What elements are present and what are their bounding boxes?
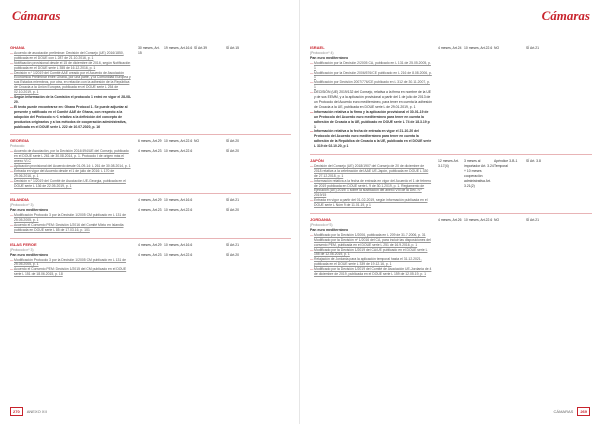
- reference-item: — Acuerdo el Convenio PEM: Decisión 1/2016 del Comité Mixto en Islandia publicada en DOUE serie L 85 de 17.03.16, p. 101: [10, 223, 132, 233]
- country-name: GHANA: [10, 45, 25, 50]
- protocol-label: Protocolo: [10, 144, 25, 149]
- agreement-details: [310, 46, 438, 149]
- reference-item: — Según información de la Comisión el protocolo 1 entró en vigor el 28-08-20.: [10, 95, 132, 105]
- validity-cell: 4 meses, Art.26: [438, 218, 462, 223]
- reference-item: — Modificación Protocolo 3 por la Decisión 1/2005 CM publicado en L 131 de 25.05.2005, p. 1: [10, 258, 132, 268]
- reference-item: — Modificación por Decisión 2007/776/CE publicado en L 312 de 30.11.2007, p. 1: [310, 80, 432, 90]
- proof-cell: 3 meses al importador Art. 3.24 + 10 meses cooperación administrativa Art. 3.21(2): [464, 159, 494, 188]
- validity-cell: 4 meses, Art.29 4 meses, Art.23: [138, 198, 162, 213]
- drawback-cell: SÍ Art.39: [194, 46, 208, 50]
- reference-item: — Acuerdo el Convenio PEM: Decisión 1/2015 del CM publicado en el DOUE serie L 151 de 18.06.2015, p. 18: [10, 267, 132, 277]
- divider: [10, 134, 291, 135]
- camaras-logo: Cámaras: [541, 8, 590, 23]
- reference-item: — Entrada en vigor del Acuerdo desde el 1 de julio de 2016: L 170 de 29.06.2016, p. 1: [10, 169, 132, 179]
- country-name: JAPÓN: [310, 158, 324, 164]
- protocol-label: (Protocolo nº3): [310, 223, 333, 227]
- agreement-row: [310, 159, 592, 208]
- tolerance-cell: SÍ Art.21: [526, 218, 540, 223]
- validity-cell: 6 meses, Art.29 4 meses, Art.23: [138, 139, 162, 154]
- divider: [310, 154, 592, 155]
- left-content: [10, 46, 291, 282]
- validity-cell: 4 meses, Art.24: [438, 46, 462, 50]
- reference-item: — Acuerdo de Asociación, por la Decisión 2014/494/UE del Consejo, publicado en el DOUE serie L 261 de 30.08.2014, p. 1. Protocolo I de origen más el anexo VI-C: [10, 149, 132, 164]
- left-footer: [10, 407, 47, 416]
- country-name: ISLANDIA: [10, 197, 29, 203]
- reference-item: — Entrada en vigor a partir del 01-02-2019, según información publicada en el DOUE serie L Núm 9 de 11.01.19, p 1: [310, 198, 432, 208]
- agreement-details: [10, 243, 138, 277]
- country-name: ISRAEL: [310, 45, 325, 50]
- reference-item: Pan euro mediterráneo: [10, 252, 49, 257]
- proof-cell: 10 meses, Art.22.6: [464, 218, 493, 223]
- agreement-row: [310, 46, 592, 149]
- reference-item: — Decisión n.º 1/2019 del Comité AAE creado por el Acuerdo de Asociación Económica Preliminar entre Ghana, por una parte, y la Comunidad Europea y sus Estados miembros, por otra, en relación con la adhesión de la República de Croacia a la Unión Europea, publicada en el DOUE serie L 254 de 02.10.2019, p. 1: [10, 71, 132, 96]
- tolerance-cell: SÍ Art.21 SÍ Art.20: [226, 242, 240, 257]
- proof-cell: 10 meses, Art.22.6: [464, 46, 493, 50]
- agreement-details: [310, 218, 438, 277]
- reference-item: Pan euro mediterráneo: [310, 227, 349, 232]
- protocol-label: (Protocolo nº 4): [310, 50, 334, 55]
- reference-item: — Notificación provisional desde el 15 de diciembre de 2016, según Notificación publicada en el DOUE serie L 355 de 16.12.2016, p. 1: [10, 61, 132, 71]
- drawback-cell: Apéndice 3-B-1 Temporal: [494, 159, 518, 168]
- footer-label: ANEXO XII: [26, 409, 47, 414]
- agreement-row: [10, 243, 291, 277]
- protocol-label: (Protocolo nº 3): [10, 203, 34, 208]
- drawback-cell: NO: [494, 46, 500, 50]
- agreement-details: [10, 139, 138, 188]
- reference-item: — DECISIÓN (UE) 2019/132 del Consejo, relativa a la firma en nombre de la UE y de sus EEMM, y a la aplicación provisional a partir del 1 de julio de 2013 de un Protocolo del Acuerdo euro mediterráneo, para tener en cuenta la adhesión de Croacia a la UE, publicada en DOUE serie L de 29.01.2019, p. 1: [310, 90, 432, 110]
- reference-item: — Información relativa a la fecha de entrada en vigor el 21-10-20 del Protocolo del Acuerdo euro mediterráneo para tener en cuenta la adhesión de la República de Croacia a la UE, publicada en el DOUE serie L 319 de 02.10.20, p 1: [310, 129, 432, 149]
- tolerance-cell: SÍ Art.21 SÍ Art.20: [226, 198, 240, 213]
- reference-item: — Información relativa a la firma y la aplicación provisional el 30-01-19 de un Protocolo del Acuerdo euro mediterráneo para tener en cuenta la adhesión de Croacia a la UE, publicado en DOUE serie L 74 de 18.3.19 p 1: [310, 110, 432, 130]
- reference-item: — Modificado por la Decisión 1/2019 del Comité de Asociación UE-Jordania de 4 de diciembre de 2019, publicada en el DOUE serie L 159 de 12.05.19, p. 1: [310, 267, 432, 277]
- reference-item: Pan euro mediterráneo: [310, 55, 349, 60]
- reference-item: — El texto puede encontrarse en: Ghana Protocol 1. Se puede adjuntar al presente y ratificado en el Comité AAE de Ghana, con respecto a la adopción del Protocolo n.º1 relativo a la definición del concepto de productos originarios y a los métodos de cooperación administrativa, publicada en el DOUE serie L 222 de 10.07.2020, p. 16: [10, 105, 132, 130]
- agreement-details: [10, 46, 138, 129]
- reference-item: — Relajación de Jordania para la aplicación temporal hasta el 31.12.2021, publicada en el DOUE serie L 339 de 19.12.16, p. 1: [310, 257, 432, 267]
- validity-cell: 4 meses, Art.29 4 meses, Art.23: [138, 242, 162, 257]
- divider: [10, 193, 291, 194]
- reference-item: — Información relativa a la fecha de entrada en vigor del Acuerdo el 1 de febrero de 2019 publicada en DOUE serie L 9 de 30.1.2019, p. 1. Reglamento de Ejecución (UE) 2019/ 1 sobre la sustitución del anexo VIII de la Dec. n.º 2019/15: [310, 179, 432, 199]
- agreement-row: [10, 139, 291, 188]
- agreement-row: [10, 46, 291, 129]
- drawback-cell: [194, 243, 226, 277]
- agreement-details: [10, 198, 138, 232]
- reference-item: — Modificado por la Decisión 1/2019 del CA/UE publicado en el DOUE serie L 155 de 12.06.2019, p. 1: [310, 248, 432, 258]
- reference-item: — Aplicación provisional del Acuerdo desde 01-09-14: L 261 de 30.08.2014, p. 1: [10, 164, 132, 169]
- page-number: 269: [577, 407, 590, 416]
- right-content: [310, 46, 592, 282]
- protocol-label: (Protocolo nº 3): [10, 247, 34, 252]
- page-number: 270: [10, 407, 23, 416]
- validity-cell: 30 meses, Art. 15: [138, 46, 160, 55]
- tolerance-cell: SÍ Art. 3.8: [526, 159, 541, 164]
- reference-item: — Modificado por la Decisión 1/2006, publicada en L 209 de 31.7.2006, p. 31 Modificado por la Decisión nº 1/2016 del CA, para incluir las disposiciones del convenio PEM, publicada en el DOUE serie L 251 de 16.9.2016, p. 1: [310, 233, 432, 248]
- tolerance-cell: SÍ Art.15: [226, 46, 240, 50]
- reference-item: — Decisión del Consejo (UE) 2018/1907 del Consejo de 20 de diciembre de 2018 relativa a la celebración del AAE UE-Japón, publicada en DOUE L 330 de 27.12.2018, p. 1: [310, 164, 432, 179]
- proof-cell: 10 meses, Art.16.6 10 meses, Art.22.6: [164, 198, 193, 213]
- agreement-details: [310, 159, 438, 208]
- proof-cell: 10 meses, Art.16.6 10 meses, Art.22.6: [164, 242, 193, 257]
- divider: [10, 238, 291, 239]
- right-page: [300, 0, 600, 424]
- agreement-row: [10, 198, 291, 232]
- footer-label: CÁMARAS: [553, 409, 574, 414]
- reference-item: — Modificación Protocolo 3 por la Decisión 1/2005 CM publicado en L 131 de 25.05.2005, p. 1: [10, 213, 132, 223]
- country-name: GEORGIA: [10, 138, 29, 144]
- tolerance-cell: SÍ Art.21: [526, 46, 540, 50]
- agreement-row: [310, 218, 592, 277]
- reference-item: — Decisión n.º 1/2019 del Comité de Asociación UE-Georgia, publicada en el DOUE serie L 136 de 22.05.2019, p. 1: [10, 179, 132, 189]
- divider: [310, 213, 592, 214]
- reference-item: — Acuerdo de asociación preliminar: Decisión del Consejo (UE) 2016/1850, publicada en el DOUE con L 287 de 21.10.2016, p. 1: [10, 51, 132, 61]
- reference-item: Pan euro mediterráneo: [10, 208, 49, 213]
- right-footer: [554, 407, 590, 416]
- drawback-cell: NO: [494, 218, 500, 223]
- tolerance-cell: SÍ Art.20 SÍ Art.20: [226, 139, 240, 154]
- proof-cell: 10 meses, Art.22.6 10 meses, Art.22.6: [164, 139, 193, 154]
- validity-cell: 12 meses Art. 3.17(4): [438, 159, 459, 168]
- drawback-cell: NO: [194, 139, 200, 144]
- country-name: JORDANIA: [310, 217, 331, 223]
- reference-item: — Modificación por la Decisión 2006/576/CE publicado en L 216 de 8.08.2006, p. 1: [310, 71, 432, 81]
- drawback-cell: [194, 198, 226, 232]
- reference-item: — Modificación por la Decisión 2/2005 CA, publicado en L 131 de 25.05.2005, p. 1: [310, 61, 432, 71]
- camaras-logo: Cámaras: [12, 8, 61, 23]
- proof-cell: 19 meses, Art.16.6: [164, 46, 193, 50]
- country-name: ISLAS FEROE: [10, 241, 37, 247]
